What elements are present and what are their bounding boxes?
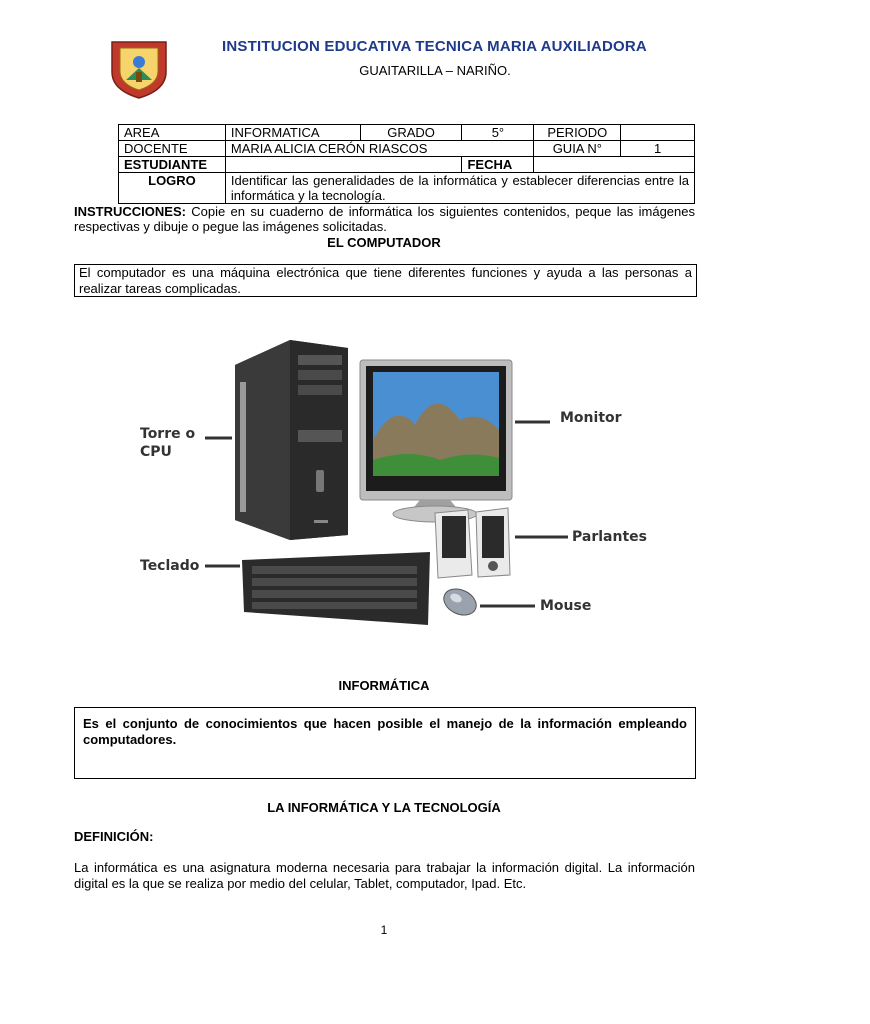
goal-label: LOGRO: [119, 173, 226, 204]
institution-title: INSTITUCION EDUCATIVA TECNICA MARIA AUXILIADORA: [222, 38, 647, 55]
student-value: [225, 157, 462, 173]
info-table: [118, 124, 695, 204]
period-value: [621, 125, 695, 141]
area-label: AREA: [119, 125, 226, 141]
teacher-value: MARIA ALICIA CERÓN RIASCOS: [225, 141, 533, 157]
section-title-informatics: INFORMÁTICA: [338, 678, 430, 693]
monitor-illustration: [360, 360, 512, 522]
teacher-label: DOCENTE: [119, 141, 226, 157]
label-keyboard: Teclado: [140, 558, 200, 574]
label-speakers: Parlantes: [572, 529, 647, 545]
speakers-illustration: [435, 508, 510, 578]
label-tower: Torre o: [140, 426, 196, 442]
student-label: ESTUDIANTE: [119, 157, 226, 173]
keyboard-illustration: [242, 552, 430, 625]
label-cpu: CPU: [140, 444, 172, 460]
computer-parts-figure: [130, 330, 647, 635]
section-title-computer: EL COMPUTADOR: [327, 235, 441, 250]
date-value: [534, 157, 695, 173]
definition-paragraph: La informática es una asignatura moderna necesaria para trabajar la información digital. La información digital es la que se realiza por medio del celular, Tablet, computador, Ipad. Etc.: [74, 860, 695, 891]
informatics-definition-box: Es el conjunto de conocimientos que hacen posible el manejo de la información empleando computadores.: [74, 707, 696, 779]
date-label: FECHA: [462, 157, 534, 173]
instructions: [74, 204, 695, 234]
location-subtitle: GUAITARILLA – NARIÑO.: [359, 63, 511, 78]
area-value: INFORMATICA: [225, 125, 360, 141]
period-label: PERIODO: [534, 125, 621, 141]
goal-value: Identificar las generalidades de la informática y establecer diferencias entre la informática y la tecnología.: [225, 173, 694, 204]
page-number: 1: [380, 923, 388, 937]
mouse-illustration: [440, 584, 481, 620]
label-mouse: Mouse: [540, 598, 592, 614]
instructions-label: INSTRUCCIONES:: [74, 204, 186, 219]
computer-definition-box: El computador es una máquina electrónica que tiene diferentes funciones y ayuda a las personas a realizar tareas complicadas.: [74, 264, 697, 297]
tower-cpu-illustration: [235, 340, 348, 540]
instructions-text: Copie en su cuaderno de informática los siguientes contenidos, peque las imágenes respectivas y dibuje o pegue las imágenes solicitadas.: [74, 204, 695, 234]
definition-heading: DEFINICIÓN:: [74, 829, 154, 844]
label-monitor: Monitor: [560, 410, 622, 426]
guide-label: GUIA N°: [534, 141, 621, 157]
section-title-technology: LA INFORMÁTICA Y LA TECNOLOGÍA: [267, 800, 501, 815]
grade-value: 5°: [462, 125, 534, 141]
guide-value: 1: [621, 141, 695, 157]
grade-label: GRADO: [360, 125, 462, 141]
